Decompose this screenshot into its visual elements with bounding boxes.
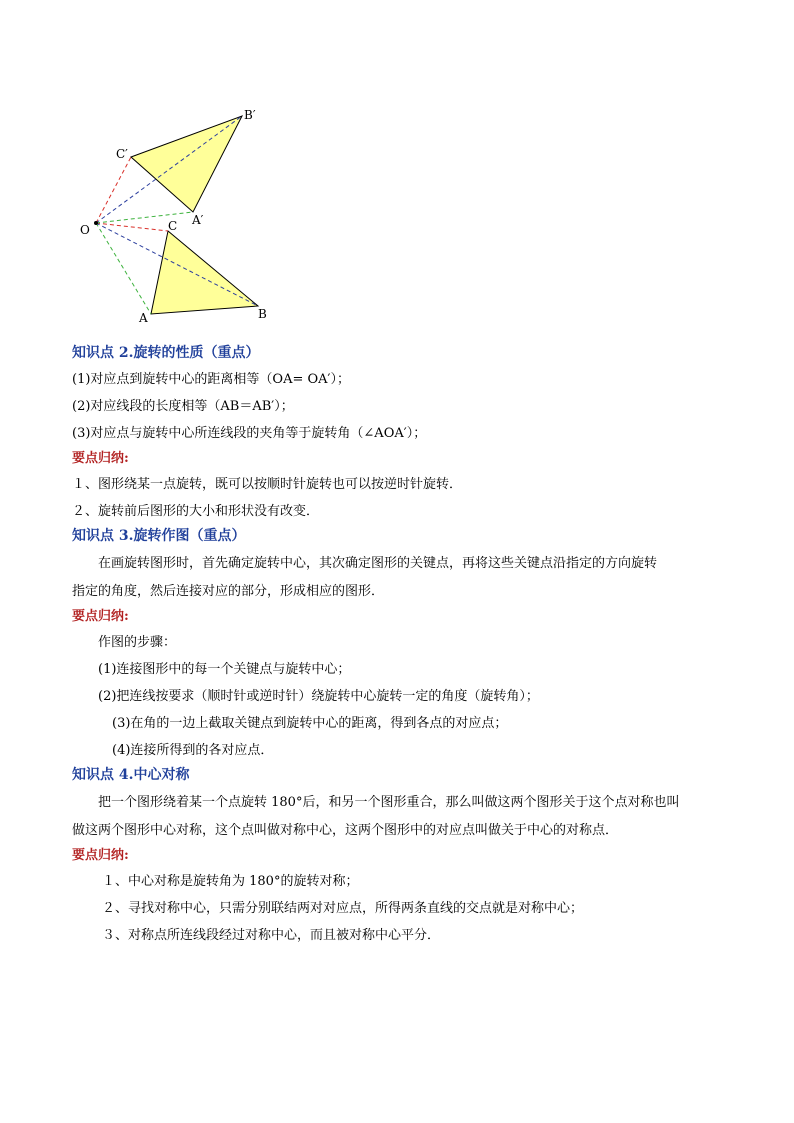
section2-key-label: 要点归纳:	[72, 451, 129, 466]
triangle-a-b-c-prime	[131, 116, 242, 212]
section2-item-1: (1)对应点到旋转中心的距离相等（OA= OA′）；	[72, 372, 350, 387]
dash-o-c-prime	[96, 157, 131, 223]
section2-key-item-1: １、图形绕某一点旋转，既可以按顺时针旋转也可以按逆时针旋转．	[72, 477, 463, 492]
section3-steps-title: 作图的步骤：	[98, 635, 177, 650]
label-b: B	[258, 307, 267, 321]
section3-step-4: (4)连接所得到的各对应点．	[112, 743, 274, 758]
section4-key-item-3: ３、对称点所连线段经过对称中心，而且被对称中心平分．	[102, 928, 441, 943]
section4-key-item-1: １、中心对称是旋转角为 180°的旋转对称；	[102, 874, 359, 889]
point-o	[94, 221, 98, 225]
section2-item-2: (2)对应线段的长度相等（AB＝AB′）；	[72, 399, 294, 414]
triangle-abc	[151, 231, 258, 314]
section2-key-item-2: ２、旋转前后图形的大小和形状没有改变．	[72, 504, 320, 519]
dash-o-a-prime	[96, 212, 193, 223]
section2-title: 知识点 2.旋转的性质（重点）	[72, 345, 260, 361]
section3-key-label: 要点归纳:	[72, 609, 129, 624]
section3-step-2: (2)把连线按要求（顺时针或逆时针）绕旋转中心旋转一定的角度（旋转角）；	[98, 689, 539, 704]
label-c: C	[168, 219, 178, 233]
label-a-prime: A′	[192, 213, 204, 227]
section4-title: 知识点 4.中心对称	[72, 767, 190, 783]
section4-key-item-2: ２、寻找对称中心，只需分别联结两对对应点，所得两条直线的交点就是对称中心；	[102, 901, 584, 916]
section4-para-line1: 把一个图形绕着某一个点旋转 180°后，和另一个图形重合，那么叫做这两个图形关于这个点对称也叫	[98, 795, 680, 810]
section3-step-3: (3)在角的一边上截取关键点到旋转中心的距离，得到各点的对应点；	[112, 716, 508, 731]
section3-para-line2: 指定的角度，然后连接对应的部分，形成相应的图形．	[72, 584, 385, 599]
label-b-prime: B′	[244, 108, 256, 122]
document-body	[72, 342, 732, 949]
section3-step-1: (1)连接图形中的每一个关键点与旋转中心；	[98, 662, 351, 677]
section2-item-3: (3)对应点与旋转中心所连线段的夹角等于旋转角（∠AOA′）；	[72, 426, 427, 441]
dash-o-c	[96, 223, 168, 231]
section3-para-line1: 在画旋转图形时，首先确定旋转中心，其次确定图形的关键点，再将这些关键点沿指定的方向旋转	[98, 556, 658, 571]
section3-title: 知识点 3.旋转作图（重点）	[72, 528, 246, 544]
label-o: O	[80, 223, 90, 237]
label-c-prime: C′	[116, 147, 128, 161]
section4-key-label: 要点归纳:	[72, 848, 129, 863]
rotation-figure	[72, 100, 272, 328]
label-a: A	[139, 311, 148, 325]
section4-para-line2: 做这两个图形中心对称，这个点叫做对称中心，这两个图形中的对应点叫做关于中心的对称点．	[72, 823, 619, 838]
